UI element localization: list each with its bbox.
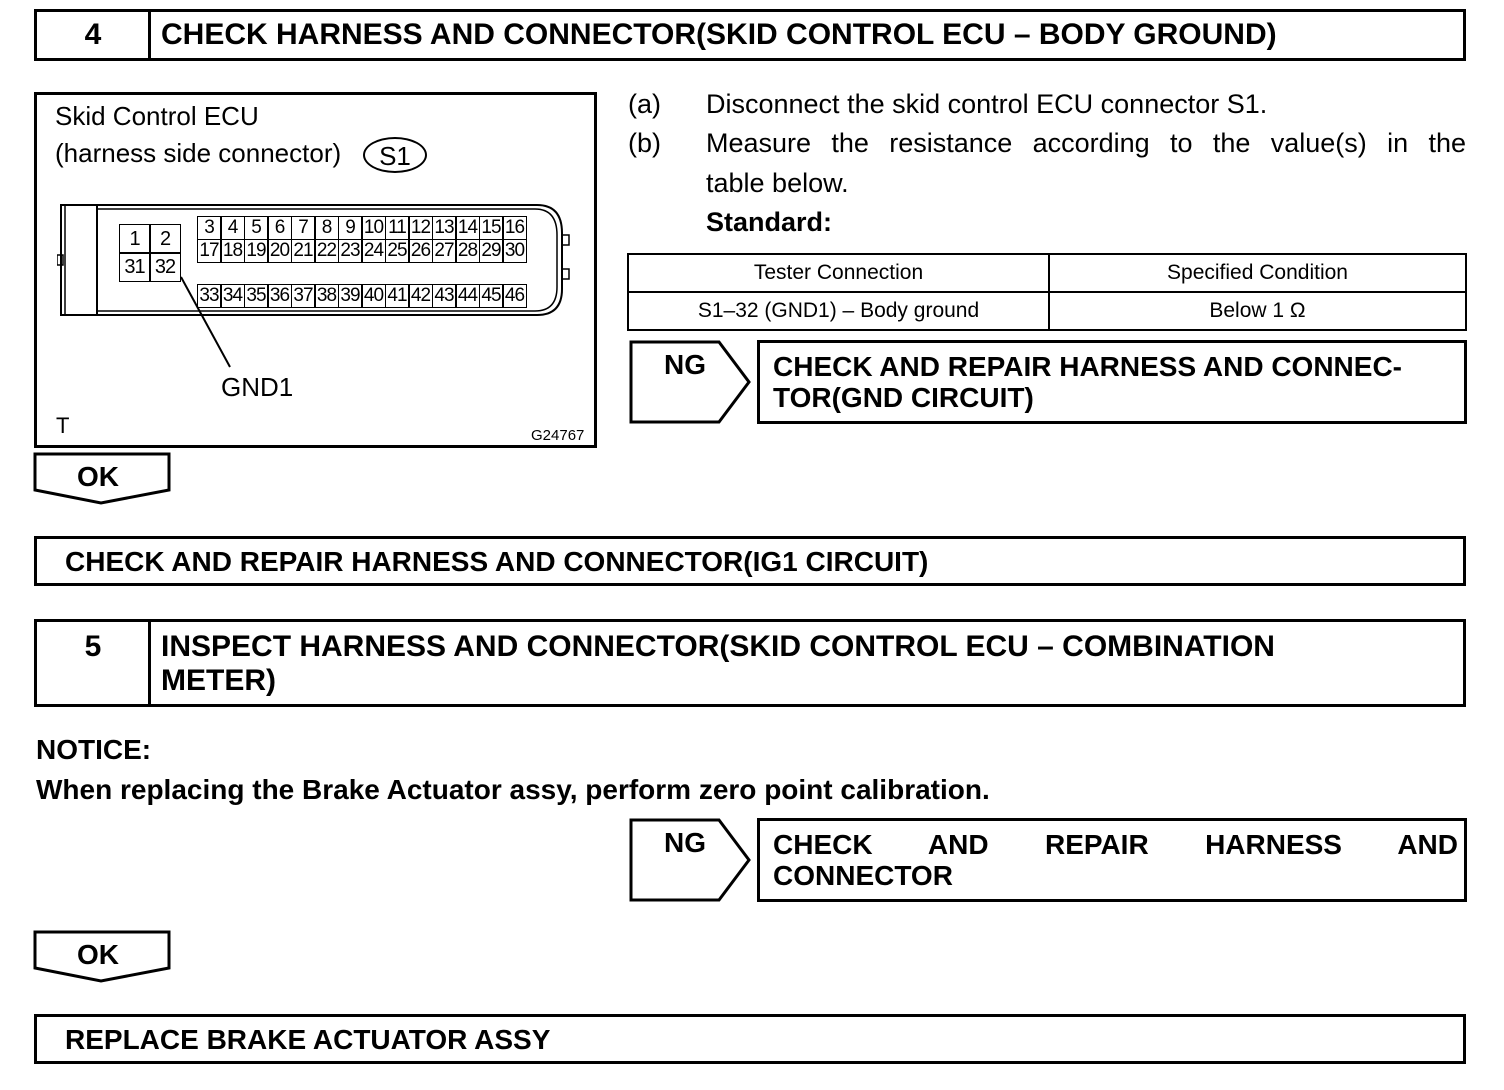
instruction-b-label: (b)	[628, 128, 661, 158]
connector-id-oval: S1	[363, 137, 427, 173]
pin: 28	[455, 239, 480, 263]
table-header: Tester Connection	[628, 254, 1049, 292]
pin: 11	[385, 216, 410, 240]
result-box-2	[34, 1014, 1466, 1064]
ng-result-1-line1: CHECK AND REPAIR HARNESS AND CONNEC-	[773, 351, 1402, 382]
pin: 14	[455, 216, 480, 240]
table-cell: Below 1 Ω	[1049, 292, 1466, 330]
instruction-b-text: Measure the resistance according to the value(s) in the	[706, 128, 1466, 158]
pin: 30	[502, 239, 527, 263]
pin: 44	[455, 284, 480, 308]
notice-heading: NOTICE:	[36, 734, 152, 765]
pin: 36	[267, 284, 292, 308]
ok-tag-2: OK	[77, 939, 119, 970]
table-header-row	[628, 254, 1466, 292]
standard-label: Standard:	[706, 207, 833, 237]
pin: 34	[220, 284, 245, 308]
table-row	[628, 292, 1466, 330]
pin: 23	[338, 239, 363, 263]
ng-result-box-1	[757, 340, 1467, 424]
table-header: Specified Condition	[1049, 254, 1466, 292]
standard-table	[627, 253, 1467, 331]
ng-tag-2: NG	[664, 827, 706, 858]
pin: 33	[197, 284, 222, 308]
callout-gnd1: GND1	[221, 372, 294, 402]
pin: 15	[479, 216, 504, 240]
pin: 41	[385, 284, 410, 308]
step4-number: 4	[84, 18, 102, 51]
pin: 4	[220, 216, 245, 240]
step5-title-line2: METER)	[161, 664, 276, 697]
pin: 46	[502, 284, 527, 308]
pin: 21	[291, 239, 316, 263]
figure-id: G24767	[531, 427, 585, 444]
pin: 22	[314, 239, 339, 263]
pin: 18	[220, 239, 245, 263]
result-2-text: REPLACE BRAKE ACTUATOR ASSY	[65, 1024, 551, 1055]
figure-label-ecu: Skid Control ECU	[55, 101, 259, 131]
pin: 37	[291, 284, 316, 308]
pin: 10	[361, 216, 386, 240]
pin: 19	[244, 239, 269, 263]
pin-2: 2	[149, 224, 181, 254]
pin: 3	[197, 216, 222, 240]
pin: 17	[197, 239, 222, 263]
step5-divider	[148, 622, 151, 704]
table-cell: S1–32 (GND1) – Body ground	[628, 292, 1049, 330]
instruction-b-cont: table below.	[706, 168, 849, 198]
pin: 7	[291, 216, 316, 240]
ng-result-box-2	[757, 818, 1467, 902]
pin-32: 32	[149, 252, 181, 282]
result-1-text: CHECK AND REPAIR HARNESS AND CONNECTOR(IG1 CIRCUIT)	[65, 546, 929, 577]
result-box-1	[34, 536, 1466, 586]
ok-tag-1: OK	[77, 461, 119, 492]
step5-title-line1: INSPECT HARNESS AND CONNECTOR(SKID CONTROL ECU – COMBINATION	[161, 630, 1275, 663]
pin: 5	[244, 216, 269, 240]
connector-figure	[34, 92, 597, 448]
callout-line	[37, 95, 600, 451]
pin: 24	[361, 239, 386, 263]
step5-number: 5	[84, 630, 102, 663]
pin: 40	[361, 284, 386, 308]
pin: 8	[314, 216, 339, 240]
notice-text: When replacing the Brake Actuator assy, perform zero point calibration.	[36, 774, 990, 805]
pin: 35	[244, 284, 269, 308]
pin: 43	[432, 284, 457, 308]
ng-result-1-line2: TOR(GND CIRCUIT)	[773, 382, 1034, 413]
pin: 9	[338, 216, 363, 240]
figure-label-side: (harness side connector)	[55, 138, 342, 168]
pin: 39	[338, 284, 363, 308]
pin: 12	[408, 216, 433, 240]
pin: 16	[502, 216, 527, 240]
pin: 42	[408, 284, 433, 308]
step5-header	[34, 619, 1466, 707]
corner-mark: T	[56, 413, 70, 438]
ng-result-2-line1: CHECK AND REPAIR HARNESS AND	[773, 829, 1458, 860]
pin: 6	[267, 216, 292, 240]
pin: 13	[432, 216, 457, 240]
instruction-a-text: Disconnect the skid control ECU connector S1.	[706, 89, 1268, 119]
pin-1: 1	[119, 224, 151, 254]
ng-result-2-line2: CONNECTOR	[773, 860, 953, 891]
instruction-a-label: (a)	[628, 89, 661, 119]
pin-31: 31	[119, 252, 151, 282]
step4-title: CHECK HARNESS AND CONNECTOR(SKID CONTROL ECU – BODY GROUND)	[161, 18, 1277, 51]
ng-tag-1: NG	[664, 349, 706, 380]
pin: 20	[267, 239, 292, 263]
step4-divider	[148, 12, 151, 58]
pin: 26	[408, 239, 433, 263]
pin: 45	[479, 284, 504, 308]
pin: 38	[314, 284, 339, 308]
pin: 27	[432, 239, 457, 263]
pin: 25	[385, 239, 410, 263]
step4-header	[34, 9, 1466, 61]
pin: 29	[479, 239, 504, 263]
